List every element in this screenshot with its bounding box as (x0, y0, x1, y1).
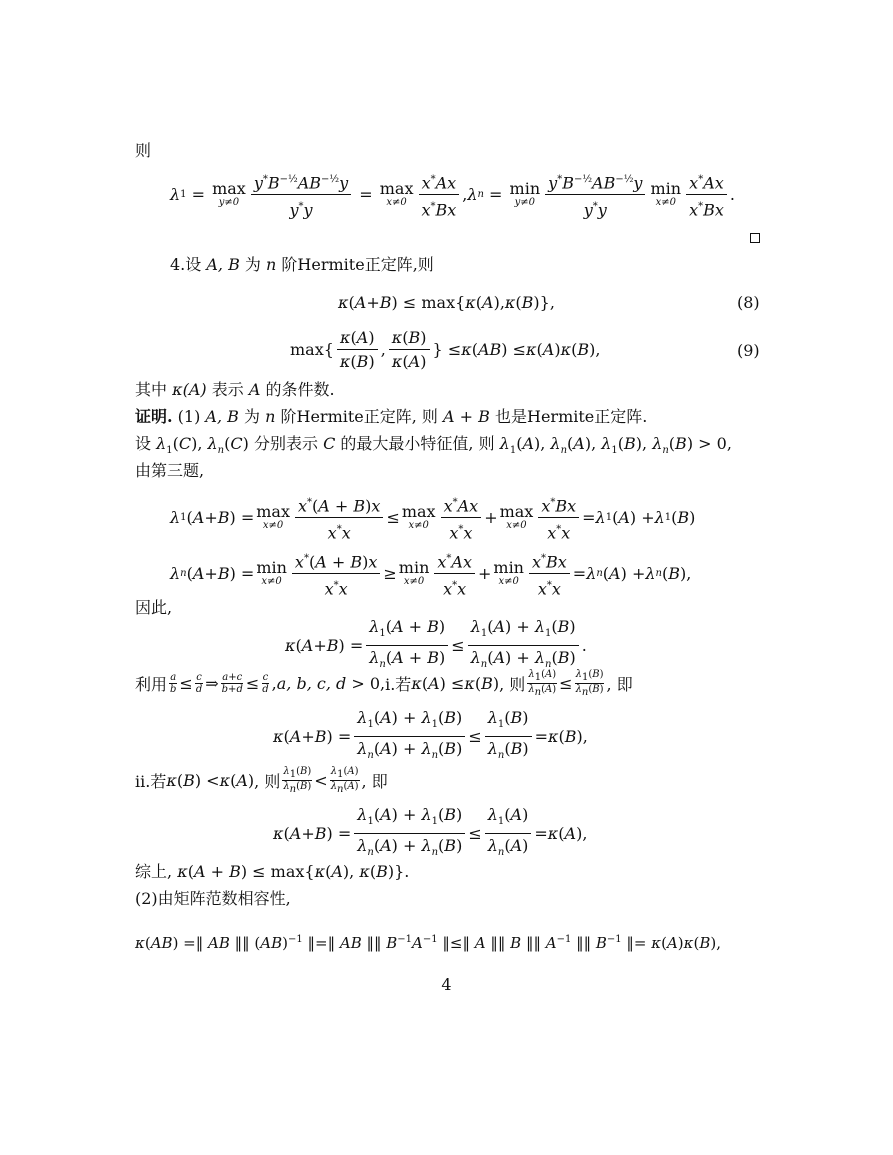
text-qizhong: 其中 κ(A) 表示 A 的条件数. (135, 380, 335, 399)
qed-box (750, 233, 760, 243)
text-case-ii: ii.若 κ ( B ) < κ ( A ) , 则 $\frac{\lambda_1(B)}{\lambda_n(B)}$ < $\frac{\lambda_1(A)}{\lambda_n(A)}$ , 即 (135, 766, 388, 795)
text-part2: (2)由矩阵范数相容性, (135, 889, 291, 908)
equation-rayleigh: λ 1 = max y≠0 $\frac{y^*B^{-\frac{1}{2}}AB^{-\frac{1}{2}}y}{y^*y}$ = max x≠0 $\frac{x^*Ax}{x^*Bx}$ , λ n = min y≠0 $\frac{y^*B^{-\frac{1}{2}}AB^{-\frac{1}{2}}y}{y^*y}$ min x≠0 $\frac{x^*Ax}{x^*Bx}$ . (170, 170, 735, 220)
text-she: 设 $\lambda_1(C)$, $\lambda_n(C)$ 分别表示 C 的最大最小特征值, 则 $\lambda_1(A)$, $\lambda_n(A)$, $\lambda_1(B)$, $\lambda_n(B) > 0$, (135, 434, 732, 457)
text-ze: 则 (135, 141, 152, 160)
equation-norm: κ(AB) =‖ AB ‖‖ (AB)$^{-1}$ ‖=‖ AB ‖‖ $B^{-1}A^{-1}$ ‖≤‖ A ‖‖ B ‖‖ $A^{-1}$ ‖‖ $B^{-1}$ ‖= κ(A)κ(B), (135, 934, 722, 952)
equation-9-number: (9) (737, 341, 760, 360)
equation-lambda1-sum: λ 1 ( A + B ) = max x≠0 $\frac{x^*(A + B)x}{x^*x}$ ≤ max x≠0 $\frac{x^*Ax}{x^*x}$ + max x≠0 $\frac{x^*Bx}{x^*x}$ = λ 1 ( A ) + λ 1 ( B ) (170, 493, 695, 543)
equation-8: κ ( A + B ) ≤ max{ κ ( A ), κ ( B )}, (338, 293, 555, 312)
equation-case-ii: κ ( A + B ) = $\frac{\lambda_1(A) + \lambda_1(B)}{\lambda_n(A) + \lambda_n(B)}$ ≤ $\frac{\lambda_1(A)}{\lambda_n(A)}$ = κ ( A ), (273, 805, 588, 859)
text-zongshang: 综上, κ(A + B) ≤ max{κ(A), κ(B)}. (135, 862, 410, 881)
equation-case-i: κ ( A + B ) = $\frac{\lambda_1(A) + \lambda_1(B)}{\lambda_n(A) + \lambda_n(B)}$ ≤ $\frac{\lambda_1(B)}{\lambda_n(B)}$ = κ ( B ), (273, 708, 588, 762)
equation-lambdan-sum: λ n ( A + B ) = min x≠0 $\frac{x^*(A + B)x}{x^*x}$ ≥ min x≠0 $\frac{x^*Ax}{x^*x}$ + min x≠0 $\frac{x^*Bx}{x^*x}$ = λ n ( A ) + λ n ( B ), (170, 549, 691, 599)
text-yinci: 因此, (135, 598, 173, 617)
text-liyong: 利用 $\frac{a}{b}$ ≤ $\frac{c}{d}$ ⇒ $\frac{a+c}{b+d}$ ≤ $\frac{c}{d}$ , a, b, c, d > 0, i.若 κ ( A ) ≤ κ ( B ) , 则 $\frac{\lambda_1(A)}{\lambda_n(A)}$ ≤ $\frac{\lambda_1(B)}{\lambda_n(B)}$ , 即 (135, 669, 633, 698)
text-proof: 证明. (1) A, B 为 n 阶Hermite正定阵, 则 A + B 也是Hermite正定阵. (135, 407, 648, 426)
text-item4: 4.设 A, B 为 n 阶Hermite正定阵,则 (170, 255, 434, 274)
equation-9: max{ $\frac{\kappa(A)}{\kappa(B)}$ , $\frac{\kappa(B)}{\kappa(A)}$ } ≤ κ ( AB ) ≤ κ ( A ) κ ( B ), (290, 328, 601, 371)
equation-8-number: (8) (737, 293, 760, 312)
equation-kappa-ratio: κ ( A + B ) = $\frac{\lambda_1(A + B)}{\lambda_n(A + B)}$ ≤ $\frac{\lambda_1(A) + \lambda_1(B)}{\lambda_n(A) + \lambda_n(B)}$ . (285, 617, 587, 671)
page-number: 4 (441, 975, 452, 994)
text-disan: 由第三题, (135, 461, 205, 480)
